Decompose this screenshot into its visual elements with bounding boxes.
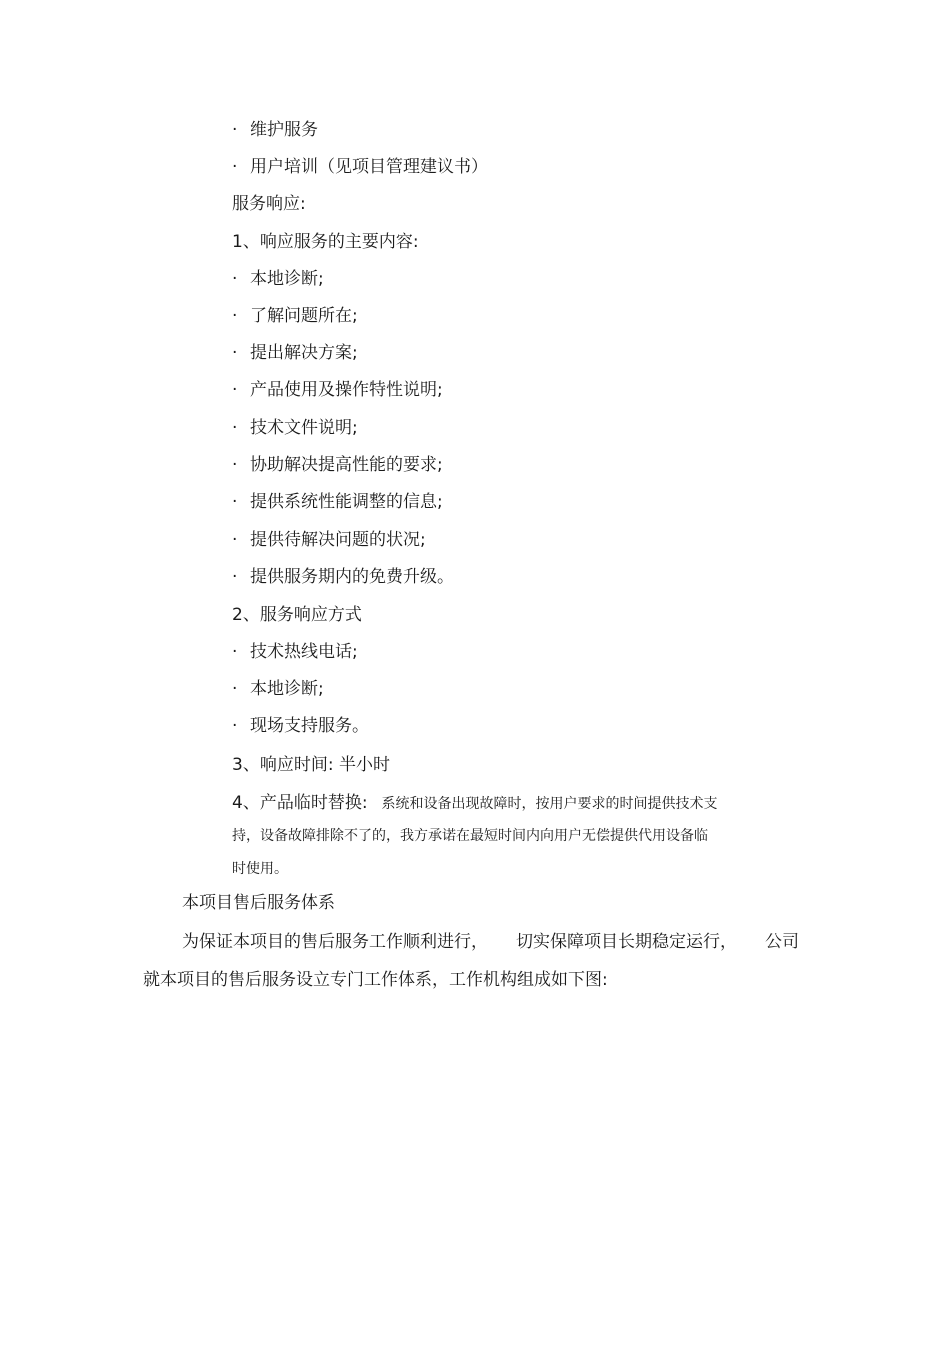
bullet-icon: · bbox=[232, 343, 238, 363]
paragraph-part-1: 为保证本项目的售后服务工作顺利进行， bbox=[182, 932, 488, 952]
section-4-title: 4、产品临时替换: bbox=[232, 793, 368, 813]
list-item-text: 技术热线电话; bbox=[250, 642, 358, 662]
bullet-icon: · bbox=[232, 306, 238, 326]
list-item bbox=[232, 528, 426, 552]
list-item-text: 本地诊断; bbox=[250, 679, 324, 699]
bullet-icon: · bbox=[232, 418, 238, 438]
list-item-text: 了解问题所在; bbox=[250, 306, 358, 326]
list-item bbox=[232, 677, 324, 701]
list-item-text: 提出解决方案; bbox=[250, 343, 358, 363]
paragraph-line-1 bbox=[182, 930, 799, 954]
list-item bbox=[232, 267, 324, 291]
list-item bbox=[232, 118, 318, 142]
list-item bbox=[232, 341, 358, 365]
list-item bbox=[232, 304, 358, 328]
list-item-text: 提供待解决问题的状况; bbox=[250, 530, 426, 550]
list-item-text: 现场支持服务。 bbox=[250, 716, 369, 736]
bullet-icon: · bbox=[232, 380, 238, 400]
list-item bbox=[232, 155, 488, 179]
bullet-icon: · bbox=[232, 269, 238, 289]
bullet-icon: · bbox=[232, 492, 238, 512]
list-item bbox=[232, 378, 443, 402]
section-4-line-2: 持，设备故障排除不了的，我方承诺在最短时间内向用户无偿提供代用设备临 bbox=[232, 828, 708, 844]
bullet-icon: · bbox=[232, 567, 238, 587]
bullet-icon: · bbox=[232, 455, 238, 475]
bullet-icon: · bbox=[232, 157, 238, 177]
list-item-text: 提供系统性能调整的信息; bbox=[250, 492, 443, 512]
list-item bbox=[232, 565, 454, 589]
list-item bbox=[232, 490, 443, 514]
list-item-text: 提供服务期内的免费升级。 bbox=[250, 567, 454, 587]
list-item-text: 协助解决提高性能的要求; bbox=[250, 455, 443, 475]
bullet-icon: · bbox=[232, 679, 238, 699]
after-sales-heading: 本项目售后服务体系 bbox=[182, 893, 335, 913]
list-item-text: 维护服务 bbox=[250, 120, 318, 140]
service-response-heading: 服务响应: bbox=[232, 194, 306, 214]
section-2-title: 2、服务响应方式 bbox=[232, 605, 362, 625]
list-item bbox=[232, 640, 358, 664]
list-item-text: 技术文件说明; bbox=[250, 418, 358, 438]
bullet-icon: · bbox=[232, 642, 238, 662]
list-item bbox=[232, 453, 443, 477]
section-4-line-1 bbox=[232, 791, 718, 816]
bullet-icon: · bbox=[232, 120, 238, 140]
list-item-text: 用户培训（见项目管理建议书） bbox=[250, 157, 488, 177]
bullet-icon: · bbox=[232, 530, 238, 550]
list-item bbox=[232, 416, 358, 440]
list-item-text: 本地诊断; bbox=[250, 269, 324, 289]
section-1-title: 1、响应服务的主要内容: bbox=[232, 232, 419, 252]
bullet-icon: · bbox=[232, 716, 238, 736]
paragraph-line-2: 就本项目的售后服务设立专门工作体系，工作机构组成如下图: bbox=[143, 970, 608, 990]
section-4-line-3: 时使用。 bbox=[232, 861, 288, 877]
section-3-title: 3、响应时间: 半小时 bbox=[232, 755, 390, 775]
list-item bbox=[232, 714, 369, 738]
list-item-text: 产品使用及操作特性说明; bbox=[250, 380, 443, 400]
paragraph-part-2: 切实保障项目长期稳定运行， bbox=[516, 932, 737, 952]
section-4-text: 系统和设备出现故障时，按用户要求的时间提供技术支 bbox=[381, 796, 718, 812]
paragraph-part-3: 公司 bbox=[765, 932, 799, 952]
